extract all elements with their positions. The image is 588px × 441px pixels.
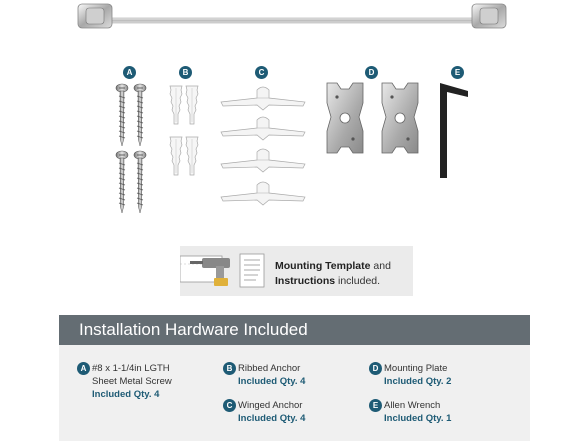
hardware-item-b <box>226 362 306 388</box>
item-a-qty: Included Qty. 4 <box>92 389 160 400</box>
drill-template-icon <box>180 246 270 296</box>
item-b-badge: B <box>223 362 236 375</box>
item-c-badge: C <box>223 399 236 412</box>
notice-template-label: Mounting Template <box>275 260 371 272</box>
label-d-badge: D <box>365 66 378 79</box>
notice-included-text: included. <box>335 275 381 287</box>
label-c-badge: C <box>255 66 268 79</box>
hardware-panel <box>59 315 530 441</box>
hardware-item-a <box>80 362 172 401</box>
item-d-qty: Included Qty. 2 <box>384 376 452 387</box>
item-a-badge: A <box>77 362 90 375</box>
item-a-name-line2: Sheet Metal Screw <box>92 376 172 387</box>
hardware-item-c <box>226 399 306 425</box>
item-d-badge: D <box>369 362 382 375</box>
label-a-badge: A <box>123 66 136 79</box>
item-c-name: Winged Anchor <box>238 400 303 411</box>
hardware-item-d <box>372 362 452 388</box>
item-e-name: Allen Wrench <box>384 400 441 411</box>
panel-title: Installation Hardware Included <box>79 320 308 339</box>
item-c-qty: Included Qty. 4 <box>238 413 306 424</box>
panel-header <box>59 315 530 345</box>
label-b-badge: B <box>179 66 192 79</box>
item-e-badge: E <box>369 399 382 412</box>
item-a-name-line1: #8 x 1-1/4in LGTH <box>92 363 170 374</box>
notice-instructions-label: Instructions <box>275 275 336 287</box>
item-d-name: Mounting Plate <box>384 363 448 374</box>
item-b-qty: Included Qty. 4 <box>238 376 306 387</box>
item-b-name: Ribbed Anchor <box>238 363 301 374</box>
label-e-badge: E <box>451 66 464 79</box>
template-notice-text <box>275 259 415 289</box>
hardware-item-e <box>372 399 452 425</box>
notice-and-text: and <box>370 260 391 272</box>
item-e-qty: Included Qty. 1 <box>384 413 452 424</box>
